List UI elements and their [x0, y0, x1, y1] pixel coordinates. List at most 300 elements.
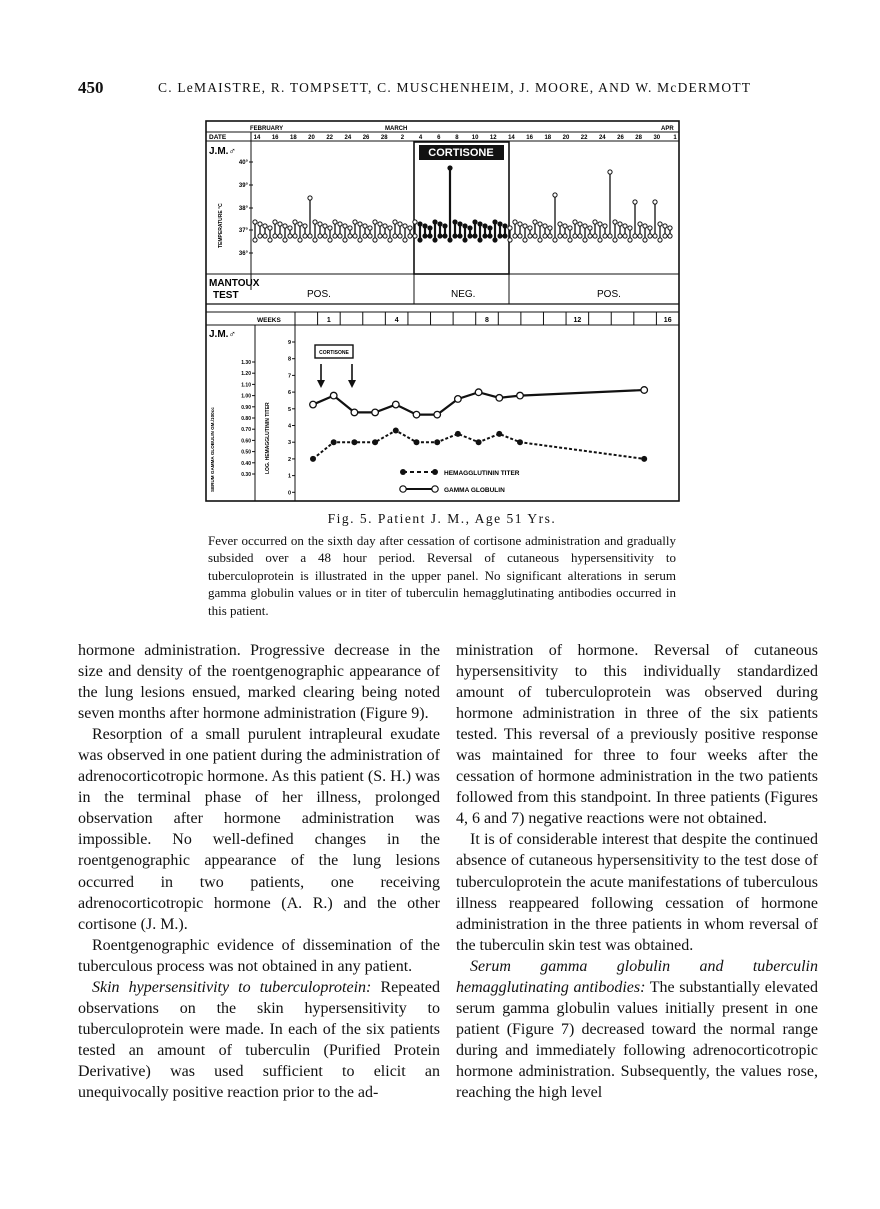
temperature-min-point [303, 234, 307, 238]
lower-series [310, 387, 648, 462]
temperature-max-point [538, 222, 542, 226]
temperature-max-point [258, 222, 262, 226]
temperature-min-point [608, 234, 612, 238]
temperature-min-point [278, 234, 282, 238]
gamma-globulin-point [413, 411, 420, 418]
legend-gamma [400, 486, 505, 494]
temperature-min-point [563, 234, 567, 238]
temperature-min-point [258, 234, 262, 238]
temperature-min-point [283, 238, 287, 242]
temperature-max-point [493, 220, 497, 224]
temperature-max-point [598, 222, 602, 226]
date-tick-label: 16 [271, 135, 279, 141]
temperature-min-point [573, 234, 577, 238]
gamma-globulin-point [641, 387, 648, 394]
titer-tick-label: 5 [287, 406, 291, 413]
hemagglutinin-point [455, 431, 461, 437]
date-tick-label: 2 [400, 135, 405, 141]
temperature-max-point [658, 222, 662, 226]
gamma-globulin-point [393, 401, 400, 408]
temperature-min-point [643, 238, 647, 242]
titer-tick-label: 0 [287, 490, 291, 497]
hemagglutinin-point [641, 456, 647, 462]
temperature-min-point [363, 234, 367, 238]
temperature-max-point [358, 222, 362, 226]
temperature-min-point [423, 234, 427, 238]
date-tick-label: 26 [617, 135, 624, 141]
temperature-min-point [383, 234, 387, 238]
temperature-min-point [353, 234, 357, 238]
temperature-max-point [368, 226, 372, 230]
upper-panel [206, 126, 679, 304]
gamma-tick-label: 1.30 [241, 360, 251, 366]
temperature-max-point [443, 224, 447, 228]
right-paragraph-3 [456, 956, 818, 1103]
temperature-max-point [498, 222, 502, 226]
date-tick-label: 28 [380, 135, 388, 141]
temperature-min-point [628, 238, 632, 242]
temperature-tick-label: 39° [238, 183, 248, 189]
temperature-max-point [628, 226, 632, 230]
left-paragraph-4 [78, 977, 440, 1103]
figure-caption [208, 510, 676, 619]
cortisone-period-box [414, 142, 509, 274]
temperature-min-point [498, 234, 502, 238]
temperature-max-point [323, 224, 327, 228]
temperature-max-point [573, 220, 577, 224]
temperature-max-point [433, 220, 437, 224]
page-number: 450 [78, 78, 104, 97]
temperature-max-point [343, 224, 347, 228]
temperature-min-point [368, 234, 372, 238]
caption-text: Fever occurred on the sixth day after cessation of cortisone administration and gradually subsided over a 48 hour period. Reversal of cutaneous hypersensitivity to tuberculoprotein is illustrated in the upper panel. No significant alterations in serum gamma globulin values or in titer of tuberculin hemagglutinating antibodies occurred in this patient. [208, 532, 676, 618]
mantoux-test-label: TEST [213, 290, 239, 301]
date-tick-label: 20 [308, 135, 315, 141]
temperature-min-point [273, 234, 277, 238]
temperature-min-point [458, 234, 462, 238]
temperature-min-point [388, 238, 392, 242]
date-tick-label: 14 [253, 135, 261, 141]
temperature-max-point [468, 226, 472, 230]
temperature-min-point [518, 234, 522, 238]
temperature-max-point [413, 220, 417, 224]
date-tick-label: 30 [653, 135, 661, 141]
temperature-max-point [578, 222, 582, 226]
titer-tick-label: 7 [287, 373, 291, 380]
temperature-max-point [593, 220, 597, 224]
temperature-min-point [403, 238, 407, 242]
temperature-min-point [558, 234, 562, 238]
temperature-max-point [393, 220, 397, 224]
temperature-max-point [608, 170, 612, 174]
titer-ticks [288, 340, 295, 496]
cortisone-label: CORTISONE [428, 147, 494, 159]
section-heading-skin: Skin hypersensitivity to tuberculoprotein: [92, 978, 372, 996]
temperature-max-point [543, 224, 547, 228]
temperature-max-point [503, 224, 507, 228]
temperature-max-point [668, 226, 672, 230]
date-tick-label: 20 [562, 135, 570, 141]
right-paragraph-3-text: The substantially elevated serum gamma globulin values initially present in one patient (Figure 7) decreased toward the normal range during and immediately following adrenocorticotropic hormone administration. Subsequently, the values rose, reaching the high level [456, 978, 819, 1101]
temperature-min-point [268, 238, 272, 242]
date-tick-label: 1 [673, 135, 677, 141]
temperature-max-point [568, 226, 572, 230]
titer-tick-label: 4 [287, 423, 291, 430]
temperature-min-point [358, 238, 362, 242]
temperature-tick-label: 38° [238, 206, 248, 212]
gamma-tick-label: 1.10 [241, 382, 251, 389]
temperature-min-point [413, 234, 417, 238]
gamma-globulin-point [434, 411, 441, 418]
date-tick-label: 22 [326, 135, 334, 141]
titer-tick-label: 3 [287, 440, 291, 447]
temperature-max-point [338, 222, 342, 226]
running-title: C. LeMAISTRE, R. TOMPSETT, C. MUSCHENHEIM, J. MOORE, AND W. McDERMOTT [158, 80, 752, 95]
date-label: DATE [209, 134, 227, 141]
temperature-min-point [638, 234, 642, 238]
temperature-max-point [478, 222, 482, 226]
date-tick-label: 4 [418, 135, 423, 141]
temperature-axis-label: TEMPERATURE °C [218, 203, 224, 248]
hemagglutinin-point [331, 439, 337, 445]
temperature-min-point [333, 234, 337, 238]
temperature-min-point [653, 234, 657, 238]
date-tick-label: 24 [344, 135, 352, 141]
temperature-max-point [553, 193, 557, 197]
temperature-min-point [318, 234, 322, 238]
month-march: MARCH [385, 126, 408, 132]
temperature-max-point [513, 220, 517, 224]
temperature-min-point [603, 234, 607, 238]
running-header [78, 78, 808, 102]
figure-svg [205, 120, 680, 502]
temperature-max-point [423, 224, 427, 228]
gamma-tick-label: 0.90 [241, 404, 251, 411]
temperature-max-point [388, 226, 392, 230]
mantoux-result-1: POS. [307, 289, 331, 300]
temperature-min-point [578, 234, 582, 238]
temperature-max-point [473, 220, 477, 224]
left-paragraph-4-text: Repeated observations on the skin hypersensitivity to tuberculoprotein were made. In each of the six patients tested an amount of tuberculin (Purified Protein Derivative) was used sufficient to elicit an unequivocally positive reaction prior to the ad- [78, 978, 440, 1101]
temperature-min-point [553, 238, 557, 242]
upper-patient-label: J.M.♂ [209, 146, 236, 157]
date-tick-labels [254, 135, 678, 141]
temperature-tick-label: 40° [238, 160, 248, 166]
temperature-max-point [348, 226, 352, 230]
temperature-max-point [618, 222, 622, 226]
month-april: APR [661, 126, 674, 132]
temperature-min-point [543, 234, 547, 238]
date-tick-label: 22 [580, 135, 588, 141]
temperature-max-point [563, 224, 567, 228]
temperature-min-point [568, 238, 572, 242]
legend-hemagglutinin [400, 469, 520, 477]
legend [400, 469, 520, 494]
temperature-min-point [448, 238, 452, 242]
lower-panel [206, 304, 679, 501]
temperature-max-point [403, 224, 407, 228]
temperature-max-point [508, 226, 512, 230]
temperature-max-point [298, 222, 302, 226]
date-tick-label: 28 [635, 135, 642, 141]
temperature-min-point [463, 238, 467, 242]
temperature-max-point [558, 222, 562, 226]
temperature-min-point [418, 238, 422, 242]
temperature-min-point [513, 234, 517, 238]
temperature-max-point [663, 224, 667, 228]
temperature-min-point [593, 234, 597, 238]
temperature-max-point [613, 220, 617, 224]
gamma-globulin-point [455, 396, 462, 403]
temperature-min-point [648, 234, 652, 238]
temperature-max-point [438, 222, 442, 226]
temperature-min-point [658, 238, 662, 242]
left-paragraph-1: hormone administration. Progressive decrease in the size and density of the roentgenographic appearance of the lung lesions ensued, marked clearing being noted seven months after hormone administration (Figure 9). [78, 642, 440, 723]
temperature-max-point [303, 224, 307, 228]
temperature-min-point [548, 234, 552, 238]
temperature-min-point [633, 234, 637, 238]
temperature-min-point [428, 234, 432, 238]
temperature-min-point [328, 238, 332, 242]
temperature-max-point [273, 220, 277, 224]
temperature-min-point [293, 234, 297, 238]
temperature-min-point [373, 238, 377, 242]
week-label: 16 [663, 317, 672, 324]
temperature-min-point [528, 234, 532, 238]
temperature-min-point [468, 234, 472, 238]
temperature-max-point [623, 224, 627, 228]
temperature-max-point [653, 200, 657, 204]
gamma-ticks [241, 360, 255, 478]
gamma-tick-label: 0.60 [241, 438, 251, 445]
titer-axis-label: LOG. HEMAGGLUTININ TITER [265, 402, 271, 474]
date-tick-label: 8 [455, 135, 459, 141]
temperature-min-point [493, 238, 497, 242]
temperature-max-point [643, 224, 647, 228]
temperature-min-point [508, 238, 512, 242]
week-label: 12 [573, 317, 582, 324]
hemagglutinin-point [434, 439, 440, 445]
temperature-max-point [253, 220, 257, 224]
date-tick-label: 26 [362, 135, 370, 141]
temperature-max-point [333, 220, 337, 224]
hemagglutinin-point [517, 439, 523, 445]
temperature-max-point [458, 222, 462, 226]
gamma-globulin-point [310, 401, 317, 408]
weeks-label: WEEKS [257, 317, 281, 324]
temperature-min-point [433, 238, 437, 242]
date-tick-label: 12 [489, 135, 497, 141]
temperature-max-point [448, 166, 452, 170]
temperature-min-point [253, 238, 257, 242]
temperature-max-point [648, 226, 652, 230]
temperature-max-point [528, 226, 532, 230]
gamma-tick-label: 1.00 [241, 393, 251, 400]
left-column [78, 640, 440, 1103]
temperature-max-point [488, 226, 492, 230]
temperature-min-point [668, 234, 672, 238]
date-tick-label: 16 [526, 135, 533, 141]
temperature-max-point [313, 220, 317, 224]
gamma-globulin-point [351, 409, 358, 416]
temperature-max-point [418, 222, 422, 226]
temperature-max-point [453, 220, 457, 224]
temperature-min-point [663, 234, 667, 238]
gamma-tick-label: 0.30 [241, 472, 251, 478]
temperature-min-point [618, 234, 622, 238]
date-tick-label: 18 [290, 135, 297, 141]
gamma-globulin-point [496, 395, 503, 402]
caption-title: Fig. 5. Patient J. M., Age 51 Yrs. [327, 511, 557, 526]
temperature-max-point [293, 220, 297, 224]
temperature-min-point [408, 234, 412, 238]
gamma-tick-label: 0.80 [241, 416, 251, 422]
left-paragraph-2: Resorption of a small purulent intrapleural exudate was observed in one patient during the administration of adrenocorticotropic hormone. As this patient (S. H.) was in the terminal phase of her illness, prolonged observation after hormone administration was impossible. No well-defined changes in the roentgenographic appearance of the lung lesions occurred in two patients, one receiving adrenocorticotropic hormone (A. R.) and the other cortisone (J. M.). [78, 726, 440, 933]
temperature-max-point [588, 226, 592, 230]
titer-tick-label: 6 [287, 390, 291, 397]
mantoux-result-2: NEG. [451, 289, 476, 300]
temperature-min-point [473, 234, 477, 238]
titer-tick-label: 1 [287, 473, 291, 480]
temperature-min-point [398, 234, 402, 238]
titer-tick-label: 8 [287, 356, 291, 363]
temperature-max-point [398, 222, 402, 226]
temperature-max-point [633, 200, 637, 204]
temperature-max-point [463, 224, 467, 228]
temperature-max-point [408, 226, 412, 230]
hemagglutinin-point [476, 439, 482, 445]
temperature-min-point [583, 238, 587, 242]
temperature-min-point [453, 234, 457, 238]
month-february: FEBRUARY [250, 126, 284, 132]
figure-5 [205, 120, 680, 502]
temperature-min-point [288, 234, 292, 238]
temperature-max-point [308, 196, 312, 200]
gamma-globulin-point [517, 392, 524, 399]
temperature-max-point [483, 224, 487, 228]
right-paragraph-2: It is of considerable interest that despite the continued absence of cutaneous hypersensitivity to the test dose of tuberculoprotein the acute manifestations of tuberculous illness reappeared following cessation of hormone administration in the three patients in whom reversal of the tuberculin skin test was obtained. [456, 831, 818, 954]
temperature-min-point [538, 238, 542, 242]
right-paragraph-1: ministration of hormone. Reversal of cutaneous hypersensitivity to this individually standardized amount of tuberculoprotein was observed during hormone administration in three of the six patients tested. This reversal of a previously positive response was maintained for three to four weeks after the cessation of hormone administration in the two patients followed from this standpoint. In three patients (Figures 4, 6 and 7) negative reactions were not obtained. [456, 642, 818, 828]
temperature-min-point [438, 234, 442, 238]
temperature-min-point [343, 238, 347, 242]
temperature-max-point [523, 224, 527, 228]
temperature-min-point [298, 238, 302, 242]
week-label: 4 [394, 317, 399, 324]
temperature-max-point [363, 224, 367, 228]
gamma-axis-label: SERUM GAMMA GLOBULIN GM./100cc [210, 407, 215, 492]
lower-patient-label: J.M.♂ [209, 329, 236, 340]
temperature-min-point [483, 234, 487, 238]
temperature-max-point [328, 226, 332, 230]
titer-tick-label: 9 [287, 340, 291, 346]
temperature-tick-label: 37° [238, 228, 248, 234]
date-tick-label: 24 [598, 135, 606, 141]
cortisone-end-arrow [348, 364, 356, 388]
hemagglutinin-point [351, 439, 357, 445]
mantoux-result-3: POS. [597, 289, 621, 300]
temperature-series [253, 166, 672, 242]
temperature-min-point [323, 234, 327, 238]
mantoux-label: MANTOUX [209, 278, 260, 289]
gamma-globulin-point [475, 389, 482, 396]
temperature-min-point [613, 238, 617, 242]
temperature-max-point [638, 222, 642, 226]
temperature-max-point [268, 226, 272, 230]
legend-gamma-label: GAMMA GLOBULIN [444, 487, 505, 494]
temperature-max-point [583, 224, 587, 228]
temperature-max-point [428, 226, 432, 230]
temperature-min-point [313, 238, 317, 242]
temperature-max-point [353, 220, 357, 224]
left-paragraph-3: Roentgenographic evidence of dissemination of the tuberculous process was not obtained in any patient. [78, 936, 440, 975]
hemagglutinin-point [372, 439, 378, 445]
temperature-min-point [348, 234, 352, 238]
temperature-min-point [308, 234, 312, 238]
temperature-min-point [503, 234, 507, 238]
temperature-max-point [288, 226, 292, 230]
temperature-min-point [338, 234, 342, 238]
right-column [456, 640, 818, 1103]
temperature-min-point [598, 238, 602, 242]
temperature-max-point [283, 224, 287, 228]
temperature-max-point [383, 224, 387, 228]
hemagglutinin-point [414, 439, 420, 445]
temperature-min-point [263, 234, 267, 238]
gamma-tick-label: 0.40 [241, 460, 251, 467]
gamma-globulin-point [330, 392, 337, 399]
temperature-max-point [278, 222, 282, 226]
temperature-max-point [518, 222, 522, 226]
temperature-max-point [603, 224, 607, 228]
date-tick-label: 18 [544, 135, 552, 141]
date-tick-label: 10 [471, 135, 479, 141]
titer-tick-label: 2 [287, 456, 291, 463]
week-label: 8 [485, 317, 489, 324]
temperature-min-point [533, 234, 537, 238]
temperature-min-point [588, 234, 592, 238]
section-heading-gamma: Serum gamma globulin and tuberculin hemagglutinating antibodies: [456, 957, 818, 996]
temperature-max-point [318, 222, 322, 226]
temperature-max-point [533, 220, 537, 224]
temperature-max-point [378, 222, 382, 226]
gamma-tick-label: 0.50 [241, 449, 251, 456]
temperature-max-point [548, 226, 552, 230]
hemagglutinin-point [496, 431, 502, 437]
cortisone-start-arrow [317, 364, 325, 388]
temperature-min-point [393, 234, 397, 238]
lower-cortisone-label: CORTISONE [319, 350, 349, 356]
gamma-globulin-point [372, 409, 379, 416]
temperature-min-point [478, 238, 482, 242]
hemagglutinin-point [310, 456, 316, 462]
temperature-min-point [443, 234, 447, 238]
figure-frame [206, 121, 679, 501]
hemagglutinin-point [393, 428, 399, 434]
temperature-max-point [373, 220, 377, 224]
date-tick-label: 14 [508, 135, 515, 141]
week-cells [295, 312, 679, 325]
temperature-min-point [523, 238, 527, 242]
week-label: 1 [326, 317, 331, 324]
gamma-tick-label: 1.20 [241, 371, 251, 378]
legend-hemagglutinin-label: HEMAGGLUTININ TITER [444, 470, 520, 477]
gamma-tick-label: 0.70 [241, 427, 251, 434]
temperature-max-point [263, 224, 267, 228]
temperature-min-point [488, 234, 492, 238]
temperature-min-point [378, 234, 382, 238]
temperature-tick-label: 36° [238, 251, 248, 257]
